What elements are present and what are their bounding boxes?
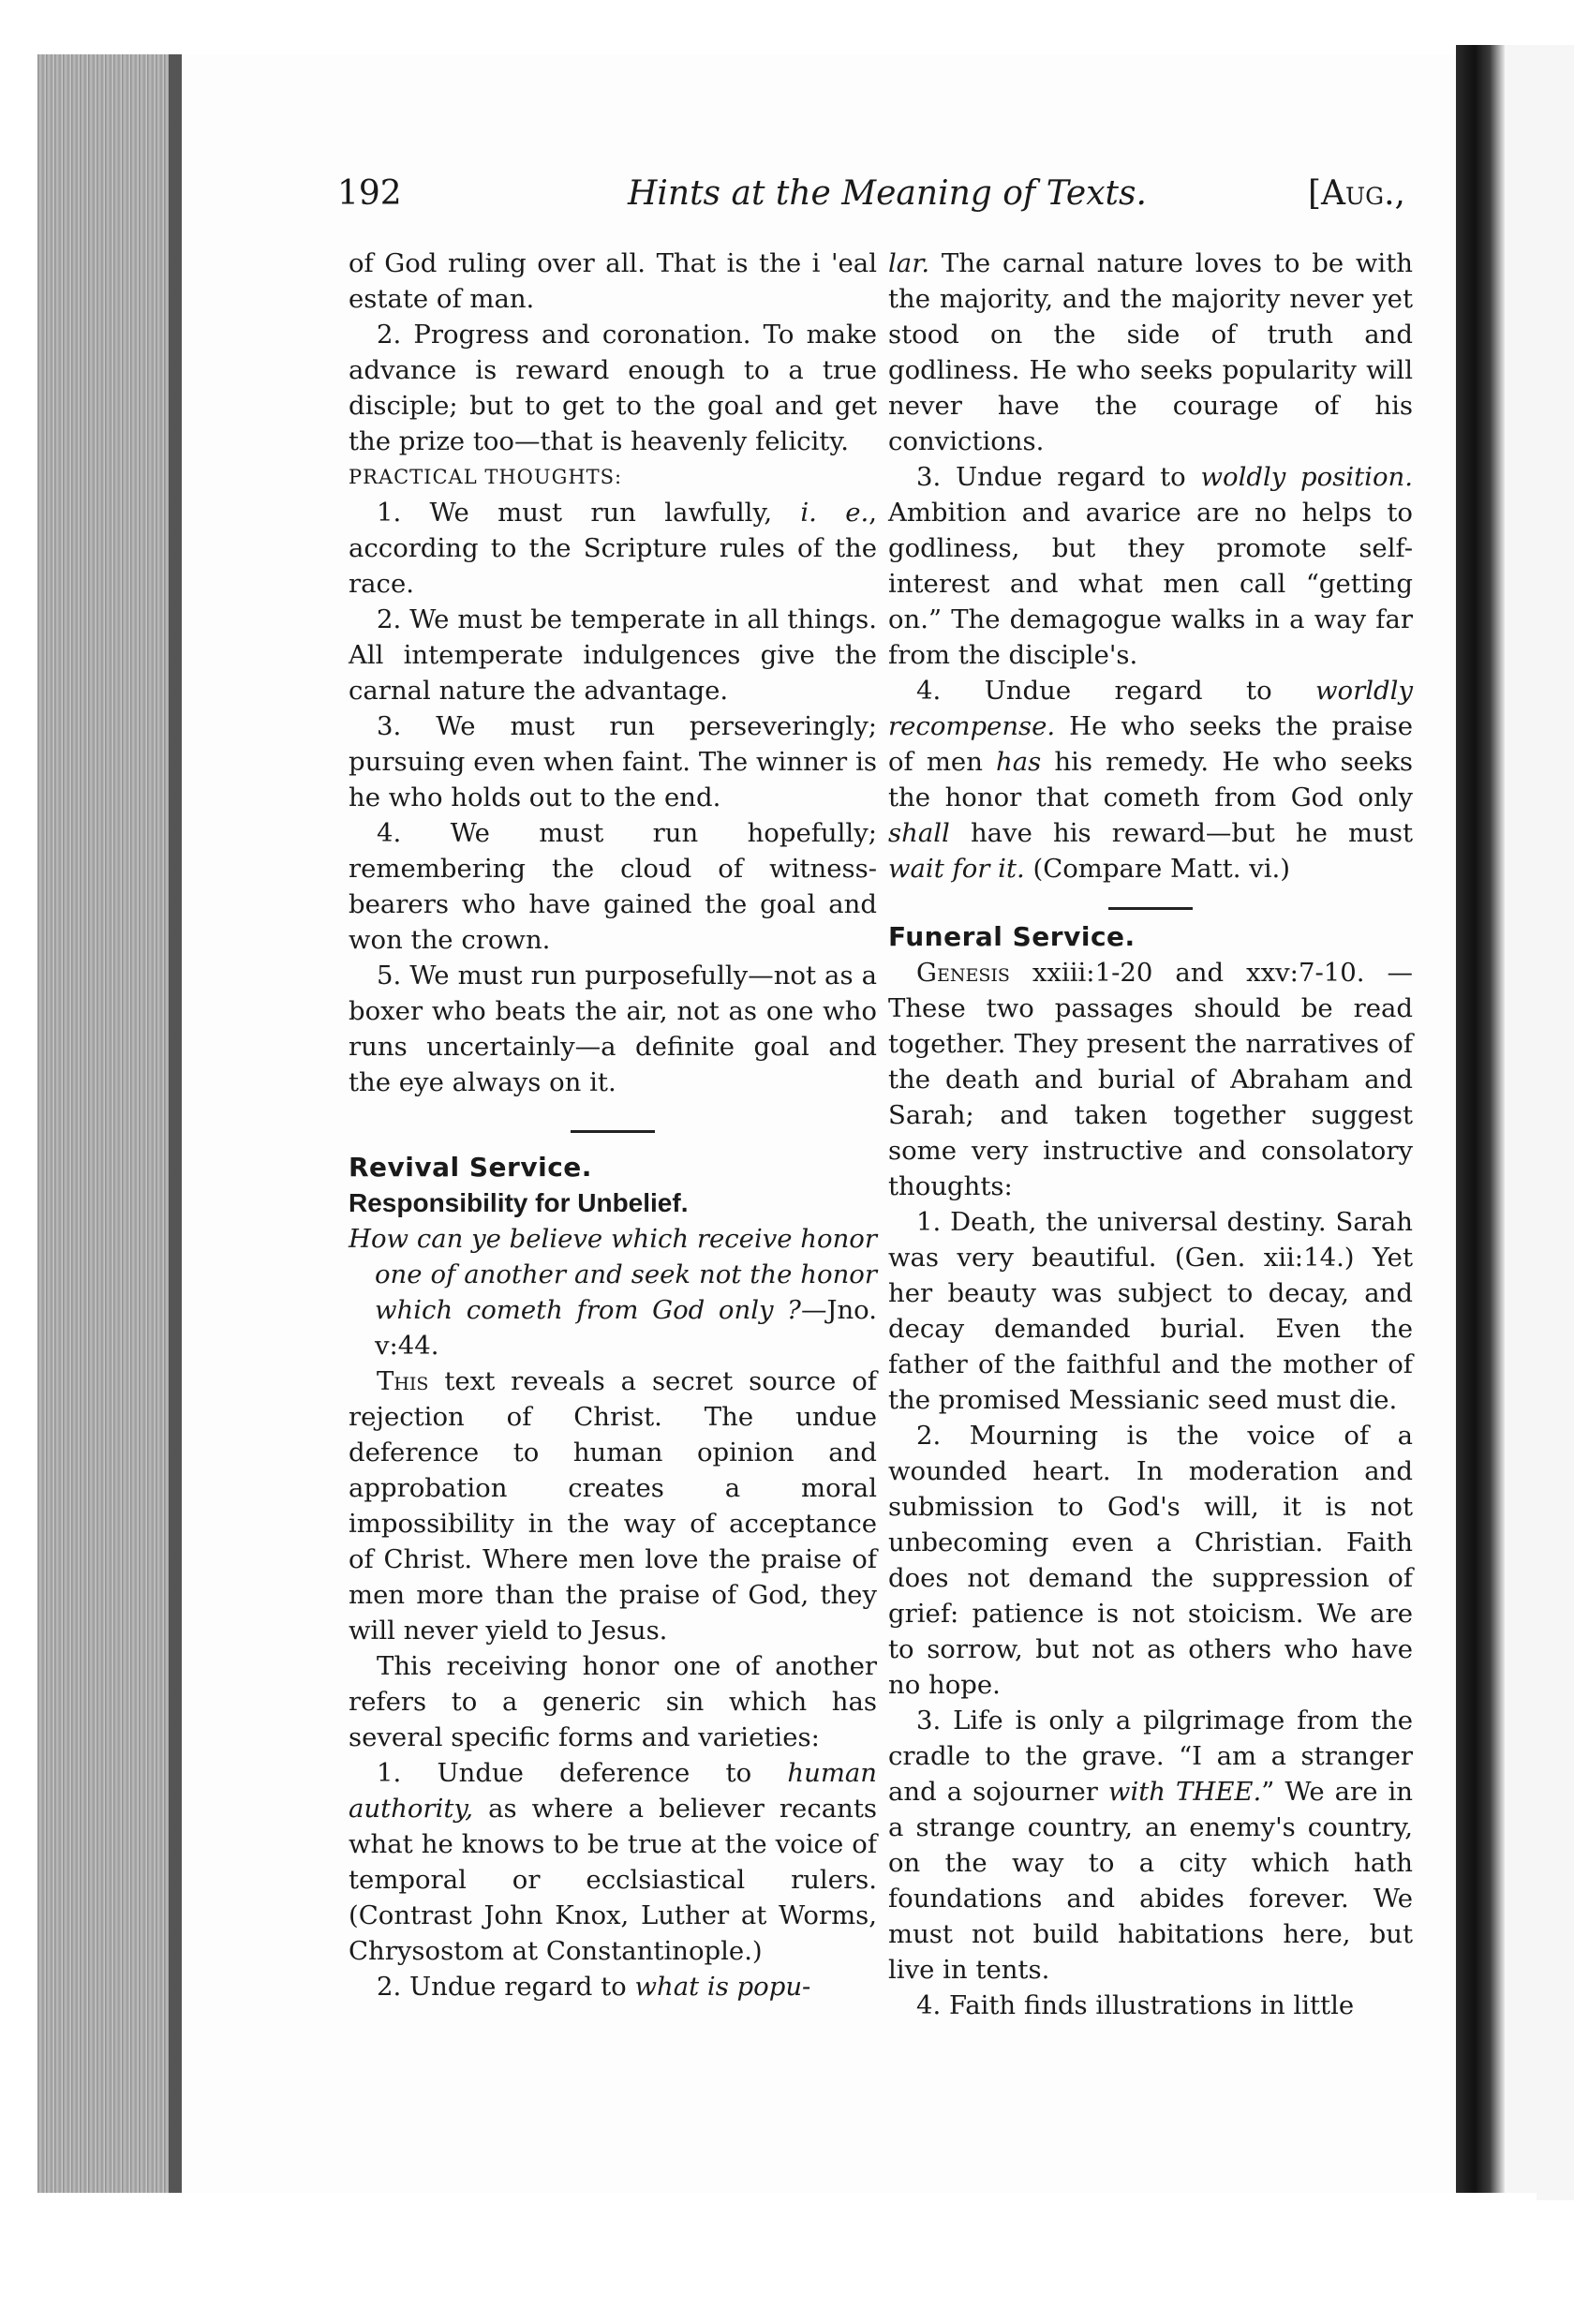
italic-run: wait for it.	[888, 854, 1025, 884]
text-run: 1. We must run lawfully,	[377, 498, 801, 528]
list-item	[888, 673, 1413, 886]
text-run: have his reward—but he must	[949, 818, 1413, 848]
scan-margin-top	[0, 0, 1574, 45]
text-run: his remedy. He who seeks the honor that cometh from God only	[888, 747, 1414, 812]
text-run: 3. Life is only a pilgrimage from the cradle to the grave. “I am a stranger and a sojourner	[888, 1706, 1413, 1807]
left-column	[349, 246, 877, 2004]
text-run: He who seeks the praise of men	[888, 711, 1413, 777]
list-item: 2. Mourning is the voice of a wounded heart. In moderation and submission to God's will, it is not unbecoming even a Christian. Faith does not demand the suppression of grief: patience is not stoicism. We are to sorrow, but not as others who have no hope.	[888, 1421, 1413, 1700]
italic-run: has	[996, 747, 1042, 777]
scripture-reference: —Jno. v:44.	[375, 1295, 877, 1361]
scan-margin-bottom	[37, 2193, 1537, 2324]
list-item	[888, 1703, 1413, 1988]
revival-service-title: Revival Service.	[349, 1152, 592, 1183]
lead-word: This	[377, 1366, 429, 1396]
text-run: , according to the Scripture rules of the race.	[349, 498, 877, 599]
text-run: 3. Undue regard to	[916, 462, 1201, 492]
book-page-edges	[37, 54, 178, 2193]
italic-run: lar.	[888, 248, 930, 278]
list-item: 1. Death, the universal destiny. Sarah was very beautiful. (Gen. xii:14.) Yet her beauty was subject to decay, and decay demanded burial. Even the father of the faithful and the mother of the promised Messianic seed must die.	[888, 1207, 1413, 1415]
paragraph	[888, 246, 1413, 459]
book-binding-gutter	[1456, 45, 1505, 2200]
facing-page-edge	[1505, 45, 1574, 2200]
text-run: (Compare Matt. vi.)	[1024, 854, 1290, 884]
paragraph: 2. Progress and coronation. To make advance is reward enough to a true disciple; but to get to the goal and get the prize too—that is heavenly felicity.	[349, 320, 877, 456]
text-run: Ambition and avarice are no helps to godliness, but they promote self-interest and what men call “getting on.” The demagogue walks in a way far from the disciple's.	[888, 498, 1413, 670]
revival-subtitle: Responsibility for Unbelief.	[349, 1188, 689, 1217]
italic-run: human authority,	[349, 1758, 877, 1824]
section-divider	[1108, 907, 1193, 910]
italic-run: with THEE.	[1107, 1777, 1262, 1807]
text-run: as where a believer recants what he knows to be true at the voice of temporal or ecclsiastical rulers. (Contrast John Knox, Luther at Worms, Chrysostom at Constantinople.)	[349, 1794, 877, 1966]
list-item	[349, 1755, 877, 1969]
text-run: text reveals a secret source of rejection of Christ. The undue deference to human opinion and approbation creates a moral impossibility in the way of acceptance of Christ. Where men love the praise of men more than the praise of God, they will never yield to Jesus.	[349, 1366, 877, 1646]
list-item	[349, 1969, 877, 2004]
section-divider	[571, 1130, 655, 1133]
thought-item	[349, 495, 877, 602]
paragraph: This receiving honor one of another refers to a generic sin which has several specific forms and varieties:	[349, 1651, 877, 1752]
italic-run: worldly recompense.	[888, 676, 1413, 741]
text-run: 1. Undue deference to	[377, 1758, 788, 1788]
funeral-service-title: Funeral Service.	[888, 921, 1136, 952]
list-item: 4. Faith finds illustrations in little	[916, 1990, 1355, 2020]
page-number: 192	[337, 174, 402, 213]
lead-word: Genesis	[916, 958, 1010, 988]
italic-run: shall	[888, 818, 950, 848]
thought-item: 3. We must run perseveringly; pursuing even when faint. The winner is he who holds out to the end.	[349, 711, 877, 812]
month-tag: [Aug.,	[1308, 174, 1405, 213]
running-title: Hints at the Meaning of Texts.	[628, 174, 1147, 213]
italic-run: what is popu-	[634, 1972, 811, 2002]
scripture-quote	[349, 1221, 877, 1363]
text-run: 4. Undue regard to	[916, 676, 1316, 706]
paragraph	[349, 1363, 877, 1648]
italic-run: i. e.	[800, 498, 869, 528]
thought-item: 4. We must run hopefully; remembering the cloud of witness-bearers who have gained the goal and won the crown.	[349, 818, 877, 955]
paragraph: of God ruling over all. That is the i 'eal estate of man.	[349, 248, 877, 314]
list-item	[888, 459, 1413, 673]
text-run: The carnal nature loves to be with the majority, and the majority never yet stood on the side of truth and godliness. He who seeks popularity will never have the courage of his convictions.	[888, 248, 1413, 456]
running-head	[337, 174, 1415, 227]
practical-thoughts-heading: PRACTICAL THOUGHTS:	[349, 466, 623, 488]
text-run: xxiii:1-20 and xxv:7-10. —These two passages should be read together. They present the narratives of the death and burial of Abraham and Sarah; and taken together suggest some very instructive and consolatory thoughts:	[888, 958, 1413, 1201]
paragraph	[888, 955, 1413, 1204]
thought-item: 2. We must be temperate in all things. All intemperate indulgences give the carnal nature the advantage.	[349, 604, 877, 706]
right-column	[888, 246, 1413, 2023]
italic-run: woldly position.	[1200, 462, 1413, 492]
scripture-text: How can ye believe which receive honor one of another and seek not the honor which cometh from God only ?	[349, 1224, 877, 1325]
text-run: 2. Undue regard to	[377, 1972, 635, 2002]
text-run: ” We are in a strange country, an enemy's country, on the way to a city which hath foundations and abides forever. We must not build habitations here, but live in tents.	[888, 1777, 1414, 1985]
thought-item: 5. We must run purposefully—not as a boxer who beats the air, not as one who runs uncertainly—a definite goal and the eye always on it.	[349, 961, 877, 1097]
book-edge-shadow	[169, 54, 182, 2193]
